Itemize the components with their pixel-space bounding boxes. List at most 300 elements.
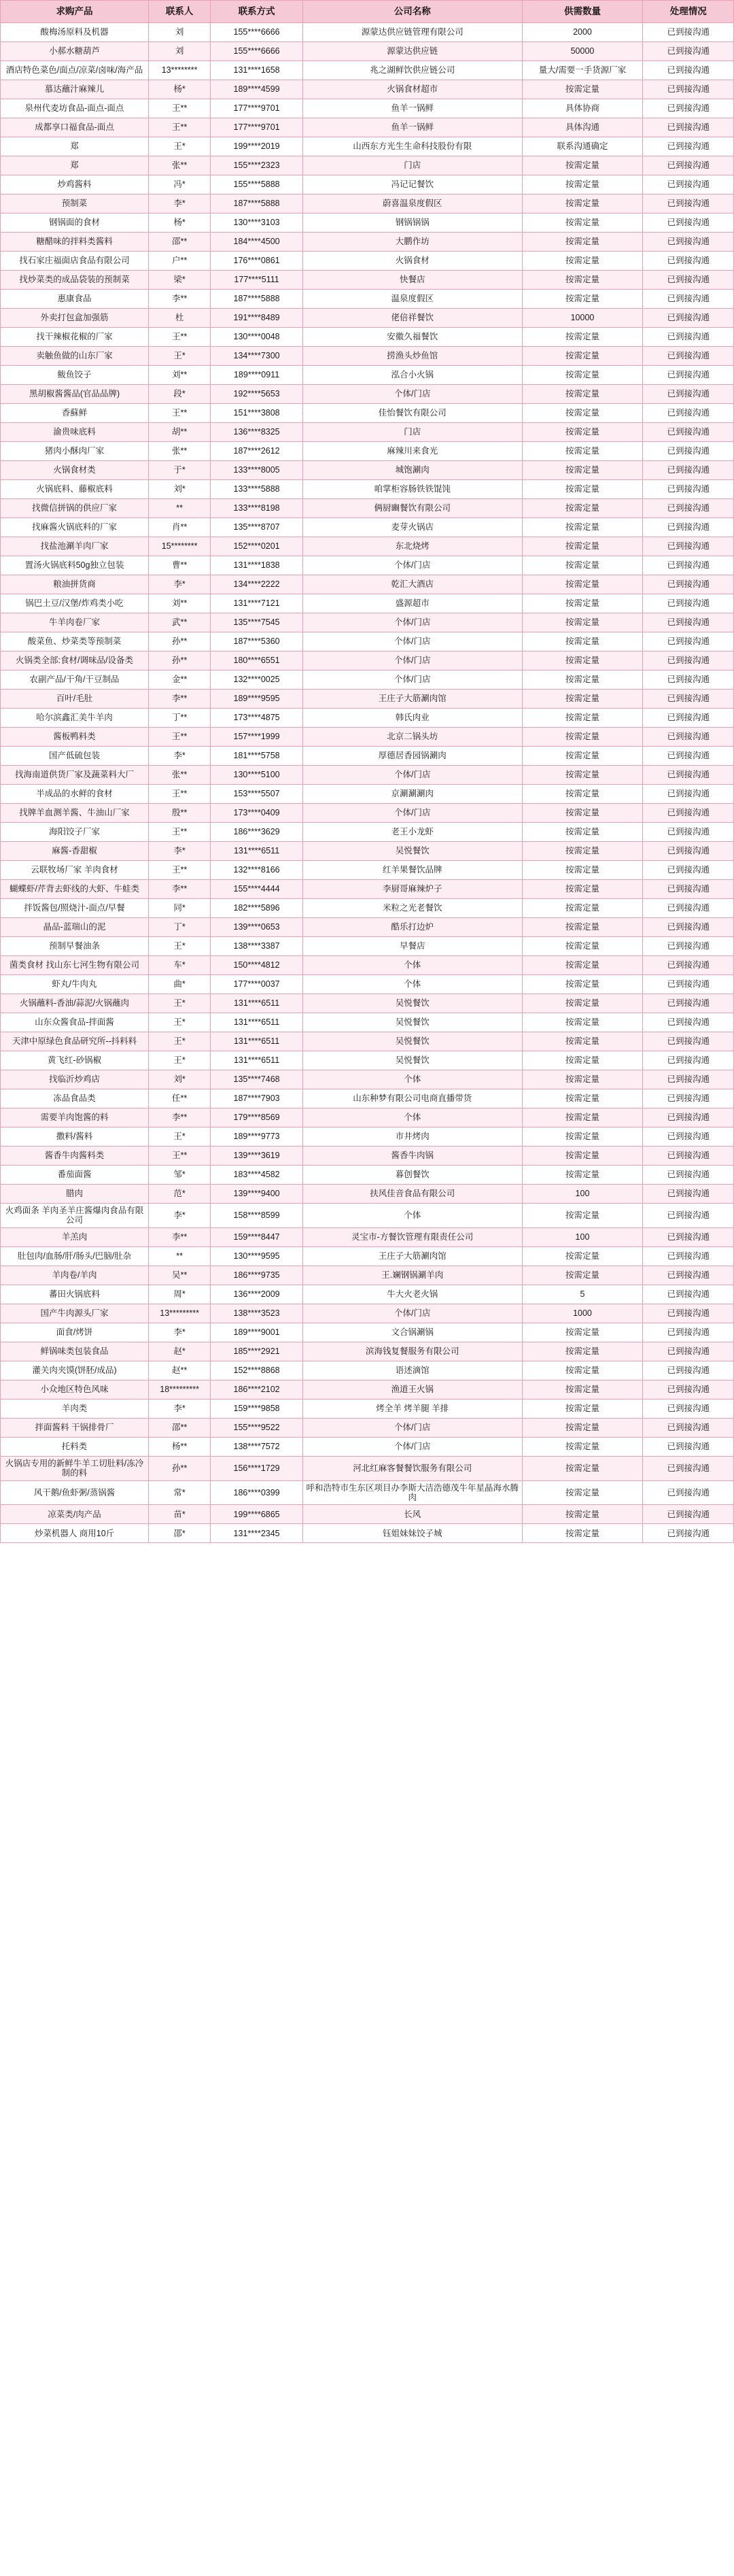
cell-phone: 192****5653 <box>211 385 303 404</box>
table-row <box>1 233 734 252</box>
cell-contact: 杨* <box>149 214 211 233</box>
cell-company: 鱼羊一锅鲜 <box>302 118 522 137</box>
cell-product: 鲅鱼饺子 <box>1 366 149 385</box>
table-row <box>1 480 734 499</box>
cell-product: 慕达蘸汁麻辣儿 <box>1 80 149 99</box>
cell-company: 源蒙达供应链 <box>302 42 522 61</box>
cell-company: 捞渔头炒鱼馆 <box>302 347 522 366</box>
cell-company: 个体/门店 <box>302 385 522 404</box>
cell-company: 酱香牛肉锅 <box>302 1147 522 1166</box>
table-row <box>1 252 734 271</box>
cell-quantity: 按需定量 <box>522 556 643 575</box>
cell-product: 泉州代麦坊食品-面点-面点 <box>1 99 149 118</box>
table-row <box>1 1204 734 1228</box>
cell-phone: 155****9522 <box>211 1418 303 1437</box>
cell-product: 火鸡面条 羊肉圣羊庄酱爆肉食品有限公司 <box>1 1204 149 1228</box>
cell-phone: 150****4812 <box>211 956 303 975</box>
cell-company: 个体 <box>302 1070 522 1089</box>
cell-status: 已到接沟通 <box>643 747 734 766</box>
cell-status: 已到接沟通 <box>643 1108 734 1128</box>
cell-quantity: 按需定量 <box>522 632 643 651</box>
cell-quantity: 按需定量 <box>522 290 643 309</box>
cell-product: 惠康食品 <box>1 290 149 309</box>
cell-product: 羊肉卷/羊肉 <box>1 1266 149 1285</box>
cell-quantity: 按需定量 <box>522 423 643 442</box>
cell-company: 厚德居香园锅涮肉 <box>302 747 522 766</box>
cell-contact: 邵* <box>149 1524 211 1543</box>
cell-company: 扶风佳音食品有限公司 <box>302 1185 522 1204</box>
cell-product: 拌饭酱包/照烧汁-面点/早餐 <box>1 899 149 918</box>
cell-product: 酒店特色菜色/面点/凉菜/卤味/海产品 <box>1 61 149 80</box>
cell-status: 已到接沟通 <box>643 842 734 861</box>
cell-contact: 武** <box>149 613 211 632</box>
cell-phone: 187****5888 <box>211 290 303 309</box>
table-row <box>1 651 734 671</box>
cell-company: 冯记记餐饮 <box>302 175 522 194</box>
table-row <box>1 937 734 956</box>
cell-contact: 车* <box>149 956 211 975</box>
cell-product: 菌类食材 找山东七河生物有限公司 <box>1 956 149 975</box>
cell-product: 风干鹅/鱼虾粥/蒸锅酱 <box>1 1480 149 1505</box>
table-row <box>1 1285 734 1304</box>
cell-status: 已到接沟通 <box>643 1128 734 1147</box>
cell-status: 已到接沟通 <box>643 613 734 632</box>
cell-phone: 182****5896 <box>211 899 303 918</box>
cell-contact: 李** <box>149 880 211 899</box>
cell-phone: 155****4444 <box>211 880 303 899</box>
cell-company: 个体/门店 <box>302 1418 522 1437</box>
cell-company: 鱼羊一锅鲜 <box>302 99 522 118</box>
table-row <box>1 194 734 214</box>
cell-status: 已到接沟通 <box>643 1013 734 1032</box>
cell-product: 云联牧场厂家 羊肉食材 <box>1 861 149 880</box>
cell-phone: 131****6511 <box>211 1013 303 1032</box>
cell-phone: 139****3619 <box>211 1147 303 1166</box>
cell-phone: 177****0037 <box>211 975 303 994</box>
cell-status: 已到接沟通 <box>643 575 734 594</box>
cell-contact: 丁** <box>149 709 211 728</box>
table-row <box>1 1227 734 1247</box>
cell-quantity: 按需定量 <box>522 956 643 975</box>
cell-contact: 李** <box>149 290 211 309</box>
cell-product: 找干辣椒花椒的厂家 <box>1 328 149 347</box>
cell-status: 已到接沟通 <box>643 1361 734 1380</box>
cell-company: 市井烤肉 <box>302 1128 522 1147</box>
cell-product: 找海南道供货厂家及蔬菜料大厂 <box>1 766 149 785</box>
cell-quantity: 按需定量 <box>522 480 643 499</box>
cell-contact: 李** <box>149 1108 211 1128</box>
cell-quantity: 按需定量 <box>522 785 643 804</box>
cell-phone: 181****5758 <box>211 747 303 766</box>
table-row <box>1 1399 734 1418</box>
cell-product: 找石家庄福面店食品有限公司 <box>1 252 149 271</box>
cell-quantity: 按需定量 <box>522 1247 643 1266</box>
cell-status: 已到接沟通 <box>643 423 734 442</box>
cell-company: 个体/门店 <box>302 613 522 632</box>
table-row <box>1 975 734 994</box>
cell-product: 冻品食品类 <box>1 1089 149 1108</box>
cell-quantity: 按需定量 <box>522 537 643 556</box>
cell-status: 已到接沟通 <box>643 1342 734 1361</box>
cell-quantity: 按需定量 <box>522 690 643 709</box>
cell-quantity: 按需定量 <box>522 1266 643 1285</box>
cell-contact: 王** <box>149 861 211 880</box>
cell-product: 炒鸡酱料 <box>1 175 149 194</box>
cell-contact: 王* <box>149 994 211 1013</box>
cell-quantity: 按需定量 <box>522 499 643 518</box>
cell-contact: 金** <box>149 671 211 690</box>
cell-phone: 132****0025 <box>211 671 303 690</box>
cell-company: 快餐店 <box>302 271 522 290</box>
cell-phone: 158****8599 <box>211 1204 303 1228</box>
cell-contact: 赵** <box>149 1361 211 1380</box>
cell-product: 渝贵味底料 <box>1 423 149 442</box>
cell-company: 山西东方光生生命科技股份有限 <box>302 137 522 156</box>
cell-phone: 189****9773 <box>211 1128 303 1147</box>
cell-product: 糖醋味的拌料类酱料 <box>1 233 149 252</box>
cell-phone: 199****6865 <box>211 1505 303 1524</box>
table-row <box>1 80 734 99</box>
cell-phone: 152****0201 <box>211 537 303 556</box>
table-row <box>1 1147 734 1166</box>
cell-phone: 130****3103 <box>211 214 303 233</box>
cell-contact: 周* <box>149 1285 211 1304</box>
cell-status: 已到接沟通 <box>643 309 734 328</box>
cell-product: 腊肉 <box>1 1185 149 1204</box>
cell-phone: 183****4582 <box>211 1166 303 1185</box>
cell-phone: 187****5360 <box>211 632 303 651</box>
cell-product: 火锅底料、藤椒底料 <box>1 480 149 499</box>
cell-product: 羊羔肉 <box>1 1227 149 1247</box>
cell-contact: 15******** <box>149 537 211 556</box>
cell-quantity: 按需定量 <box>522 651 643 671</box>
cell-status: 已到接沟通 <box>643 290 734 309</box>
cell-product: 郑 <box>1 156 149 175</box>
cell-status: 已到接沟通 <box>643 651 734 671</box>
table-row <box>1 366 734 385</box>
cell-company: 火锅食材 <box>302 252 522 271</box>
cell-quantity: 按需定量 <box>522 1051 643 1070</box>
table-row <box>1 1185 734 1204</box>
cell-quantity: 按需定量 <box>522 214 643 233</box>
cell-contact: 殷** <box>149 804 211 823</box>
table-row <box>1 747 734 766</box>
cell-company: 温泉度假区 <box>302 290 522 309</box>
cell-product: 预制早餐油条 <box>1 937 149 956</box>
cell-company: 个体/门店 <box>302 1304 522 1323</box>
cell-product: 羊肉类 <box>1 1399 149 1418</box>
table-row <box>1 518 734 537</box>
cell-contact: 李** <box>149 690 211 709</box>
cell-product: 粮油拼货商 <box>1 575 149 594</box>
cell-phone: 186****0399 <box>211 1480 303 1505</box>
table-row <box>1 1166 734 1185</box>
cell-contact: 王** <box>149 1147 211 1166</box>
cell-company: 吴悦餐饮 <box>302 1032 522 1051</box>
cell-phone: 180****6551 <box>211 651 303 671</box>
table-row <box>1 461 734 480</box>
cell-company: 牛大火老火锅 <box>302 1285 522 1304</box>
cell-product: 半成品的水鲜的食材 <box>1 785 149 804</box>
table-row <box>1 442 734 461</box>
cell-phone: 155****6666 <box>211 23 303 42</box>
cell-company: 门店 <box>302 156 522 175</box>
cell-phone: 191****8489 <box>211 309 303 328</box>
cell-status: 已到接沟通 <box>643 1524 734 1543</box>
cell-company: 个体 <box>302 956 522 975</box>
cell-contact: 李* <box>149 575 211 594</box>
table-row <box>1 1418 734 1437</box>
table-row <box>1 994 734 1013</box>
cell-quantity: 按需定量 <box>522 1204 643 1228</box>
cell-company: 佳怡餐饮有限公司 <box>302 404 522 423</box>
cell-product: 国产牛肉源头厂家 <box>1 1304 149 1323</box>
cell-quantity: 按需定量 <box>522 1418 643 1437</box>
cell-contact: 胡** <box>149 423 211 442</box>
cell-product: 灌关肉夹馍(饼胚/成品) <box>1 1361 149 1380</box>
cell-status: 已到接沟通 <box>643 118 734 137</box>
column-header-phone: 联系方式 <box>211 1 303 23</box>
cell-status: 已到接沟通 <box>643 61 734 80</box>
cell-contact: 刘* <box>149 1070 211 1089</box>
cell-phone: 138****3387 <box>211 937 303 956</box>
cell-status: 已到接沟通 <box>643 690 734 709</box>
cell-quantity: 1000 <box>522 1304 643 1323</box>
cell-contact: 李* <box>149 747 211 766</box>
cell-contact: 李* <box>149 842 211 861</box>
cell-company: 大鹏作坊 <box>302 233 522 252</box>
cell-phone: 155****2323 <box>211 156 303 175</box>
cell-product: 黑胡椒酱酱品(官品品牌) <box>1 385 149 404</box>
cell-phone: 139****9400 <box>211 1185 303 1204</box>
cell-quantity: 2000 <box>522 23 643 42</box>
cell-product: 火锅店专用的新鲜牛羊工切肚料/冻冷制的料 <box>1 1456 149 1480</box>
cell-status: 已到接沟通 <box>643 328 734 347</box>
cell-contact: 肖** <box>149 518 211 537</box>
cell-product: 钢锅面的食材 <box>1 214 149 233</box>
cell-status: 已到接沟通 <box>643 1147 734 1166</box>
cell-phone: 153****5507 <box>211 785 303 804</box>
cell-quantity: 按需定量 <box>522 1013 643 1032</box>
cell-company: 钢锅锅锅 <box>302 214 522 233</box>
cell-company: 渔道王火锅 <box>302 1380 522 1399</box>
cell-contact: 梁* <box>149 271 211 290</box>
cell-company: 灵宝市-方餐饮管理有限责任公司 <box>302 1227 522 1247</box>
cell-contact: 杨* <box>149 80 211 99</box>
cell-phone: 131****7121 <box>211 594 303 613</box>
cell-product: 郑 <box>1 137 149 156</box>
cell-quantity: 按需定量 <box>522 80 643 99</box>
cell-phone: 131****6511 <box>211 842 303 861</box>
cell-status: 已到接沟通 <box>643 1089 734 1108</box>
cell-phone: 135****8707 <box>211 518 303 537</box>
cell-contact: 邹* <box>149 1166 211 1185</box>
table-row <box>1 499 734 518</box>
cell-product: 火锅蘸料-香油/蒜泥/火锅蘸肉 <box>1 994 149 1013</box>
cell-contact: 常* <box>149 1480 211 1505</box>
table-row <box>1 899 734 918</box>
cell-contact: 刘* <box>149 480 211 499</box>
table-row <box>1 671 734 690</box>
cell-status: 已到接沟通 <box>643 1227 734 1247</box>
cell-contact: 王* <box>149 347 211 366</box>
cell-product: 百叶/毛肚 <box>1 690 149 709</box>
cell-company: 吴悦餐饮 <box>302 1013 522 1032</box>
table-row <box>1 309 734 328</box>
table-row <box>1 1361 734 1380</box>
cell-status: 已到接沟通 <box>643 1204 734 1228</box>
column-header-quantity: 供需数量 <box>522 1 643 23</box>
cell-product: 香蘇鲜 <box>1 404 149 423</box>
cell-quantity: 按需定量 <box>522 804 643 823</box>
cell-status: 已到接沟通 <box>643 499 734 518</box>
table-row <box>1 823 734 842</box>
table-row <box>1 842 734 861</box>
cell-product: 蝴蝶虾/芹背去虾线的大虾、牛蛙类 <box>1 880 149 899</box>
cell-contact: ** <box>149 1247 211 1266</box>
cell-quantity: 按需定量 <box>522 404 643 423</box>
cell-quantity: 按需定量 <box>522 766 643 785</box>
cell-phone: 134****2222 <box>211 575 303 594</box>
cell-product: 麻酱-香甜椒 <box>1 842 149 861</box>
cell-phone: 131****6511 <box>211 1032 303 1051</box>
cell-contact: 刘** <box>149 594 211 613</box>
cell-contact: 段* <box>149 385 211 404</box>
cell-contact: 吴** <box>149 1266 211 1285</box>
cell-status: 已到接沟通 <box>643 880 734 899</box>
cell-status: 已到接沟通 <box>643 1505 734 1524</box>
cell-company: 源蒙达供应链管理有限公司 <box>302 23 522 42</box>
cell-product: 面食/烤饼 <box>1 1323 149 1342</box>
cell-contact: 丁* <box>149 918 211 937</box>
cell-company: 河北红麻客餐餐饮服务有限公司 <box>302 1456 522 1480</box>
cell-contact: 王** <box>149 785 211 804</box>
cell-product: 黄飞红-砂锅椒 <box>1 1051 149 1070</box>
cell-quantity: 按需定量 <box>522 1323 643 1342</box>
table-row <box>1 861 734 880</box>
cell-quantity: 按需定量 <box>522 156 643 175</box>
cell-company: 吴悦餐饮 <box>302 1051 522 1070</box>
cell-quantity: 按需定量 <box>522 1361 643 1380</box>
table-row <box>1 404 734 423</box>
table-row <box>1 1247 734 1266</box>
cell-phone: 177****9701 <box>211 99 303 118</box>
cell-quantity: 按需定量 <box>522 442 643 461</box>
table-row <box>1 1380 734 1399</box>
cell-status: 已到接沟通 <box>643 1051 734 1070</box>
cell-quantity: 按需定量 <box>522 1456 643 1480</box>
table-row <box>1 1304 734 1323</box>
cell-contact: 刘 <box>149 42 211 61</box>
cell-status: 已到接沟通 <box>643 1247 734 1266</box>
cell-product: 晶品-蓝瑞山的泥 <box>1 918 149 937</box>
cell-quantity: 按需定量 <box>522 385 643 404</box>
table-row <box>1 423 734 442</box>
cell-company: 王庄子大筋涮肉馆 <box>302 690 522 709</box>
table-row <box>1 1323 734 1342</box>
cell-status: 已到接沟通 <box>643 1418 734 1437</box>
cell-status: 已到接沟通 <box>643 671 734 690</box>
cell-contact: 王** <box>149 404 211 423</box>
cell-phone: 189****4599 <box>211 80 303 99</box>
cell-status: 已到接沟通 <box>643 937 734 956</box>
cell-company: 王.斓钢锅涮羊肉 <box>302 1266 522 1285</box>
cell-contact: 于* <box>149 461 211 480</box>
cell-quantity: 100 <box>522 1227 643 1247</box>
cell-company: 吴悦餐饮 <box>302 842 522 861</box>
table-row <box>1 23 734 42</box>
cell-company: 个体/门店 <box>302 804 522 823</box>
cell-quantity: 按需定量 <box>522 1070 643 1089</box>
cell-phone: 189****9595 <box>211 690 303 709</box>
cell-status: 已到接沟通 <box>643 594 734 613</box>
table-row <box>1 214 734 233</box>
cell-company: 山东种梦有限公司电商直播带货 <box>302 1089 522 1108</box>
cell-contact: 杜 <box>149 309 211 328</box>
cell-company: 红羊果餐饮品牌 <box>302 861 522 880</box>
cell-company: 王庄子大筋涮肉馆 <box>302 1247 522 1266</box>
cell-company: 暮创餐饮 <box>302 1166 522 1185</box>
table-row <box>1 728 734 747</box>
cell-quantity: 联系沟通确定 <box>522 137 643 156</box>
cell-product: 哈尔滨鑫汇美牛羊肉 <box>1 709 149 728</box>
cell-company: 安徽久福餐饮 <box>302 328 522 347</box>
cell-quantity: 按需定量 <box>522 594 643 613</box>
cell-status: 已到接沟通 <box>643 994 734 1013</box>
cell-status: 已到接沟通 <box>643 518 734 537</box>
cell-quantity: 按需定量 <box>522 1380 643 1399</box>
cell-quantity: 5 <box>522 1285 643 1304</box>
table-row <box>1 1013 734 1032</box>
cell-quantity: 按需定量 <box>522 613 643 632</box>
cell-status: 已到接沟通 <box>643 1480 734 1505</box>
table-row <box>1 918 734 937</box>
cell-contact: 王* <box>149 937 211 956</box>
cell-status: 已到接沟通 <box>643 785 734 804</box>
cell-contact: 刘** <box>149 366 211 385</box>
cell-status: 已到接沟通 <box>643 42 734 61</box>
cell-contact: 王* <box>149 1013 211 1032</box>
cell-product: 凉菜类/肉产品 <box>1 1505 149 1524</box>
cell-company: 文合锅涮锅 <box>302 1323 522 1342</box>
cell-company: 北京二锅头坊 <box>302 728 522 747</box>
cell-company: 麻辣川来食光 <box>302 442 522 461</box>
cell-phone: 133****8198 <box>211 499 303 518</box>
cell-company: 个体 <box>302 1108 522 1128</box>
table-row <box>1 175 734 194</box>
cell-phone: 131****6511 <box>211 1051 303 1070</box>
cell-product: 天津中原绿色食品研究所--抖料料 <box>1 1032 149 1051</box>
cell-phone: 155****5888 <box>211 175 303 194</box>
cell-status: 已到接沟通 <box>643 175 734 194</box>
table-row <box>1 385 734 404</box>
cell-product: 猪肉小酥肉厂家 <box>1 442 149 461</box>
cell-contact: 邵** <box>149 233 211 252</box>
table-row <box>1 613 734 632</box>
cell-contact: 冯* <box>149 175 211 194</box>
cell-quantity: 量大/需要一手货源厂家 <box>522 61 643 80</box>
cell-status: 已到接沟通 <box>643 1399 734 1418</box>
cell-status: 已到接沟通 <box>643 23 734 42</box>
cell-status: 已到接沟通 <box>643 1070 734 1089</box>
table-row <box>1 575 734 594</box>
cell-status: 已到接沟通 <box>643 1032 734 1051</box>
cell-status: 已到接沟通 <box>643 728 734 747</box>
cell-company: 佬倍祥餐饮 <box>302 309 522 328</box>
cell-quantity: 按需定量 <box>522 671 643 690</box>
cell-status: 已到接沟通 <box>643 918 734 937</box>
cell-phone: 186****2102 <box>211 1380 303 1399</box>
